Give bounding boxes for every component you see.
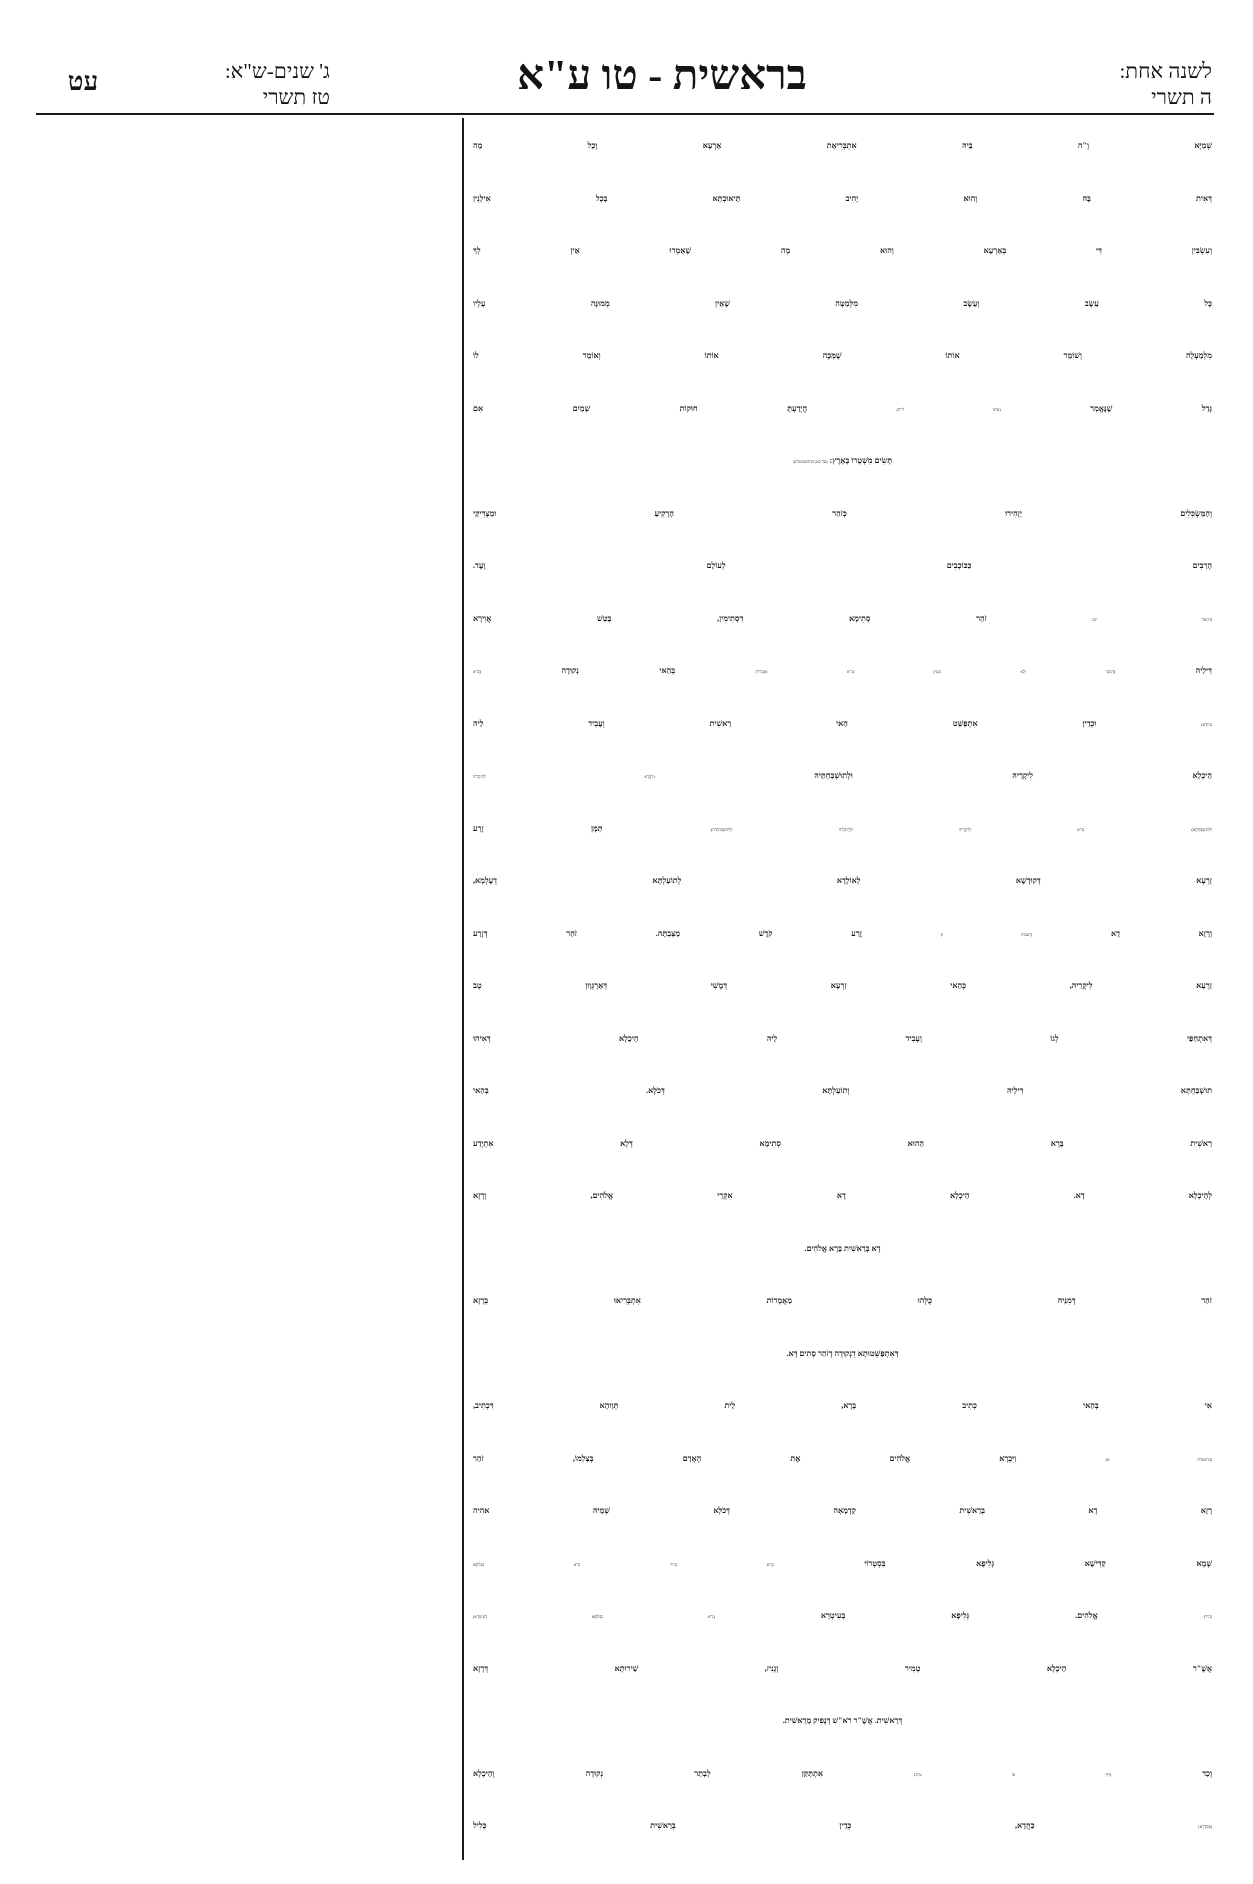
zohar-line <box>473 1380 1212 1433</box>
translation-line <box>36 358 453 397</box>
translation-line <box>36 1769 453 1808</box>
zohar-line <box>473 1590 1212 1643</box>
zohar-line <box>473 593 1212 646</box>
translation-line <box>36 554 453 593</box>
zohar-line <box>473 278 1212 331</box>
translation-line <box>36 1808 453 1847</box>
line-text: וְרָזָא דָא <box>1032 928 1212 938</box>
line-text: דְּאִתְפַּשְּׁטוּתָא דִנְקוּדָה דְזֹהַר סָתִים דָּא. <box>786 1348 899 1358</box>
zohar-line <box>473 750 1212 803</box>
line-text: זַרְעָא לִיקָרֵיהּ, כְּהַאי זַרְעָא דְּמֶשִׁי דְּאַרְגְּוָון טָב <box>473 981 1212 990</box>
translation-line <box>36 1259 453 1298</box>
citation-note: (נ"א נְהִיר וּנ"א בִּגְלִיפָא <box>473 1561 774 1567</box>
translation-line <box>36 1534 453 1573</box>
citation-note: (איוב ל"ח) <box>896 406 1001 412</box>
translation-line <box>36 1377 453 1416</box>
line-text: גְּדַל שֶׁנֶּאֱמַר <box>1000 403 1212 413</box>
translation-line <box>36 397 453 436</box>
line-text: וְעִשְׂבִּין דִּי בְּאַרְעָא וְהוּא מָה שֶׁאָמְרוּ אֵין לְךָ <box>473 246 1212 255</box>
translation-column <box>36 123 453 1847</box>
zohar-line <box>473 435 1212 488</box>
translation-line <box>36 1338 453 1377</box>
translation-line <box>36 868 453 907</box>
zohar-line <box>473 540 1212 593</box>
translation-line <box>36 437 453 476</box>
line-text: תַּמָּן זָרַע <box>473 823 710 833</box>
line-text: הָרַבִּים כַּכּוֹכָבִים לְעוֹלָם וָעֶד. <box>473 561 1212 570</box>
line-text: זֶרַע קֹדֶשׁ מַצַּבְתָּהּ. זֹהַר דְּזָרַע <box>473 928 941 938</box>
line-text: זֹהַר דְּמִנֵּיהּ כֻּלְּהוּ מַאֲמָרוֹת אִתְבְּרִיאוּ בְּרָזָא <box>473 1296 1212 1305</box>
zohar-line <box>473 803 1212 856</box>
citation-note: (בְּסִדְרָא) <box>1198 1824 1212 1829</box>
zohar-line <box>473 908 1212 961</box>
zohar-line <box>473 1538 1212 1591</box>
line-text: אִי בְּהַאי כְּתִיב בָּרָא, לֵית תְּוַוהָא דִּכְתִיב, <box>473 1401 1212 1410</box>
page-number: עט <box>67 67 99 96</box>
translation-line <box>36 476 453 515</box>
zohar-line <box>473 1065 1212 1118</box>
line-text: הֵיכָלָא לִיקָרֵיהּ וּלְתוּשְׁבַּחְתֵּיהּ <box>654 771 1212 780</box>
translation-line <box>36 1220 453 1259</box>
citation-note: (דניאל יב) <box>1092 616 1212 622</box>
line-text: דְּאִתְחַפֵּי לְגוֹ וְעָבִיד לֵיהּ הֵיכָלָא דְּאִיהוּ <box>473 1033 1212 1043</box>
citation-note: נְהוֹרָא) <box>1201 721 1212 727</box>
zohar-line <box>473 1800 1212 1853</box>
citation-note: נְהִיר) <box>1203 1614 1212 1619</box>
line-text: דָא בְּרֵאשִׁית בָּרָא אֱלֹהִים. <box>804 1243 881 1253</box>
translation-line <box>36 1024 453 1063</box>
zohar-line <box>473 173 1212 226</box>
translation-line <box>36 1416 453 1455</box>
translation-line <box>36 1299 453 1338</box>
line-text: וַיִּבְרָא אֱלֹהִים אֶת הָאָדָם בְּצַלְמוֹ, זֹהַר <box>473 1453 1106 1463</box>
zohar-line <box>473 1433 1212 1486</box>
citation-note: (ישעיה ו) <box>940 931 1033 937</box>
zohar-line <box>473 1485 1212 1538</box>
one-year-cycle-label: לשנה אחת: <box>1119 59 1212 83</box>
translation-line <box>36 280 453 319</box>
zohar-line <box>473 225 1212 278</box>
zohar-line <box>473 1643 1212 1696</box>
zohar-line <box>473 698 1212 751</box>
line-text: אִתְתַּקַּן לְבָתַר נְקוּדָה וְהֵיכָלָא <box>473 1768 915 1778</box>
translation-line <box>36 319 453 358</box>
citation-note: (דף טו ע"ב) <box>914 1771 1112 1777</box>
zohar-line <box>473 645 1212 698</box>
page-title: בראשית - טו ע"א <box>517 53 807 99</box>
translation-line <box>36 828 453 867</box>
three-year-cycle-label: ג' שנים-ש"א: <box>224 59 330 83</box>
translation-line <box>36 1612 453 1651</box>
translation-line <box>36 593 453 632</box>
translation-line <box>36 946 453 985</box>
translation-line <box>36 1495 453 1534</box>
translation-line <box>36 1064 453 1103</box>
citation-note: (בראשית א) <box>1105 1456 1212 1462</box>
zohar-line <box>473 1695 1212 1748</box>
line-text: רֵאשִׁית בָּרָא הַהוּא סְתִימָא דְּלָא אִתְיְדַע <box>473 1138 1212 1148</box>
citation-note: וּלְתוּשְׁבַּחְתָּא). (נ"א וְלִיקָרֵיהּ וּלְהֵיכְלֵיהּ וּלְתוּשְׁבַּחְתֵּיהּ). <box>709 826 1212 832</box>
translation-line <box>36 201 453 240</box>
line-text: לְהֵיכָלָא דָא. הֵיכָלָא דָא אִקְרֵי אֱלֹהִים, וְרָזָא <box>473 1191 1212 1200</box>
header-rule <box>36 113 1214 115</box>
line-text: תָּשִׂים מִשְׁטָרוֹ בָּאָרֶץ: <box>827 456 893 465</box>
zohar-line <box>473 383 1212 436</box>
zohar-line <box>473 1748 1212 1801</box>
translation-line <box>36 1730 453 1769</box>
line-text: מִלְמַעְלָה וְשׁוֹמֵר אוֹתוֹ שֶׁמַּכֶּה אוֹתוֹ וְאוֹמֵר לוֹ <box>473 351 1212 360</box>
line-text: שְׁמָא קַדִּישָׁא גְּלִיפָא בִּסְטְרוֹי <box>773 1558 1212 1568</box>
translation-line <box>36 1103 453 1142</box>
translation-line <box>36 632 453 671</box>
citation-note: (דְּמָטֵי וְלָא מָטֵי) (נ"א וְאִנְהִיר) <box>755 669 1116 674</box>
line-text: רָזָא דָא בְּרֵאשִׁית קַדְמָאָה דְּכֹלָּא שְׁמֵיהּ אהיה <box>473 1506 1212 1515</box>
line-text: הֲיָדַעְתָּ חוּקוֹת שָׁמַיִם אִם <box>473 403 897 413</box>
citation-note: (ס"א <box>473 669 481 674</box>
translation-line <box>36 985 453 1024</box>
line-text: דְּאִית בָּהּ וְהוּא יָהִיב תֵּיאוּבְתָּא בְּכָל אִילָנִין <box>473 193 1212 203</box>
zohar-line <box>473 1013 1212 1066</box>
translation-line <box>36 1181 453 1220</box>
translation-line <box>36 1455 453 1494</box>
translation-line <box>36 907 453 946</box>
translation-line <box>36 123 453 162</box>
line-text: אֲשֶׁ"ר הֵיכָלָא טָמִיר וְגָנִיז, שֵׁירוּתָא דְּרָזָא <box>473 1663 1212 1673</box>
line-text: דְּרֵאשִׁית. אֲשֶׁ"ר רֹא"שׁ דְּנָפִיק מֵרֵאשִׁית. <box>782 1716 903 1725</box>
line-text: זֹהַר סְתִימָא דִּסְתִימִין, בָּטַשׁ אֲוִירָא <box>473 613 1093 623</box>
line-text: תוּשְׁבַּחְתָּא דִּילֵיהּ וְתוֹעַלְתָּא דְּכֹלָּא. בְּהַאי <box>473 1086 1212 1095</box>
citation-note: (וִיקָרָא לְהֵיכְלֵיהּ <box>473 774 655 779</box>
zohar-line <box>473 855 1212 908</box>
line-text: כַּחֲדָא, כְּדֵין בְּרֵאשִׁית כָּלִיל <box>473 1821 1199 1830</box>
line-text: אֱלֹהִים. גְּלִיפָא בְּעִיטְרָא <box>714 1611 1204 1620</box>
zohar-line <box>473 1223 1212 1276</box>
zohar-line <box>473 488 1212 541</box>
zohar-line <box>473 1170 1212 1223</box>
column-divider <box>462 118 464 1860</box>
zohar-line <box>473 120 1212 173</box>
line-text: כָּל עֵשֶׂב וְעֵשֶׂב מִלְּמַטָּה שֶׁאֵין מְמוּנֶּה עָלָיו <box>473 298 1212 308</box>
citation-note: (עד כאן מההשמטות): <box>792 459 828 464</box>
line-text: וּכְדֵין אִתְפַּשַּׁט הַאי רֵאשִׁית וְעָבִיד לֵיהּ <box>473 718 1202 728</box>
zohar-line <box>473 1118 1212 1171</box>
translation-line <box>36 515 453 554</box>
zohar-line <box>473 960 1212 1013</box>
translation-line <box>36 1142 453 1181</box>
line-text: שְׁמַיָּא וָ"ה בֵּיהּ אִתְבְּרִיאַת אַרְעָא וְכָל מָה <box>473 141 1212 150</box>
line-text: וְכַד <box>1111 1768 1212 1778</box>
translation-line <box>36 1651 453 1690</box>
translation-line <box>36 672 453 711</box>
translation-line <box>36 789 453 828</box>
zohar-line <box>473 1328 1212 1381</box>
one-year-cycle-date: ה תשרי <box>1151 85 1212 109</box>
translation-line <box>36 750 453 789</box>
line-text: דִּילֵיהּ <box>1115 666 1212 675</box>
translation-line <box>36 241 453 280</box>
line-text: בְּהַאי נְקוּדָה <box>480 666 756 675</box>
zohar-line <box>473 1275 1212 1328</box>
citation-note: (נ"א בִּגְלוּפָא דְּעִיטְרָא) <box>473 1614 715 1619</box>
translation-line <box>36 162 453 201</box>
zohar-column <box>473 120 1212 1853</box>
translation-line <box>36 1573 453 1612</box>
line-text: זַרְעָא דְּקוּדְשָׁא לְאוֹלָדָא לְתוֹעַלְתָּא דְעָלְמָא, <box>473 876 1212 885</box>
zohar-line <box>473 330 1212 383</box>
translation-line <box>36 1691 453 1730</box>
line-text: וְהַמַּשְׂכִּלִים יַזְהִירוּ כְּזֹהַר הָרָקִיעַ וּמַצְדִּיקֵי <box>473 508 1212 518</box>
three-year-cycle-date: טז תשרי <box>262 85 330 109</box>
translation-line <box>36 711 453 750</box>
